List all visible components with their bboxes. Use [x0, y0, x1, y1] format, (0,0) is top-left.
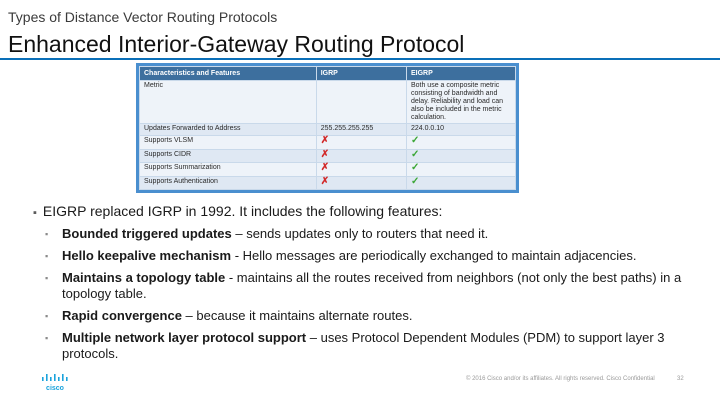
- list-item: [45, 270, 710, 302]
- igrp-cell: [316, 149, 406, 162]
- table-header-cell: EIGRP: [406, 67, 515, 81]
- bullet-square-icon: ▪: [33, 207, 37, 219]
- feature-desc: – uses Protocol Dependent Modules (PDM) to support layer 3 protocols.: [62, 330, 665, 361]
- table-header-row: [140, 67, 516, 81]
- table-header-cell: IGRP: [316, 67, 406, 81]
- x-mark-icon: ✗: [320, 135, 330, 147]
- table-row: [140, 124, 516, 136]
- bullet-square-icon: ▪: [45, 229, 49, 239]
- eigrp-cell: [406, 149, 515, 162]
- table-row: [140, 176, 516, 189]
- eigrp-cell: [406, 176, 515, 189]
- feature-term: Rapid convergence: [62, 308, 182, 323]
- eigrp-cell: [406, 163, 515, 176]
- list-item: [45, 330, 710, 362]
- bullet-square-icon: ▪: [45, 251, 49, 261]
- slide-kicker: Types of Distance Vector Routing Protocols: [8, 9, 278, 25]
- list-item: [45, 226, 710, 242]
- list-item: [45, 248, 710, 264]
- bullet-square-icon: ▪: [45, 273, 49, 283]
- eigrp-cell: [406, 136, 515, 149]
- list-item: [45, 308, 710, 324]
- table-row: [140, 136, 516, 149]
- feature-cell: Metric: [140, 81, 317, 124]
- title-rule: [0, 58, 720, 60]
- check-mark-icon: ✓: [410, 175, 420, 187]
- feature-cell: Supports Authentication: [140, 176, 317, 189]
- table-header-cell: Characteristics and Features: [140, 67, 317, 81]
- cisco-logo-icon: [40, 373, 70, 393]
- table-row: [140, 163, 516, 176]
- feature-list: [45, 226, 710, 368]
- check-mark-icon: ✓: [410, 162, 420, 174]
- feature-desc: – sends updates only to routers that need it.: [231, 226, 489, 241]
- feature-desc: – because it maintains alternate routes.: [181, 308, 413, 323]
- slide-title: Enhanced Interior-Gateway Routing Protocol: [8, 31, 465, 57]
- table-row: [140, 149, 516, 162]
- check-mark-icon: ✓: [410, 148, 420, 160]
- feature-cell: Supports VLSM: [140, 136, 317, 149]
- feature-cell: Updates Forwarded to Address: [140, 124, 317, 136]
- eigrp-cell: Both use a composite metric consisting of bandwidth and delay. Reliability and load can also be included in the metric calculation.: [406, 81, 515, 124]
- x-mark-icon: ✗: [320, 162, 330, 174]
- feature-term: Maintains a topology table: [62, 270, 226, 285]
- igrp-cell: [316, 163, 406, 176]
- comparison-table: [139, 66, 516, 190]
- comparison-table-image: [136, 63, 519, 193]
- igrp-cell: [316, 176, 406, 189]
- logo-wordmark: cisco: [46, 385, 64, 392]
- main-bullet-text: EIGRP replaced IGRP in 1992. It includes the following features:: [42, 203, 443, 219]
- page-number: 32: [677, 376, 684, 382]
- feature-term: Bounded triggered updates: [62, 226, 232, 241]
- eigrp-cell: 224.0.0.10: [406, 124, 515, 136]
- main-bullet: [33, 203, 442, 219]
- igrp-cell: 255.255.255.255: [316, 124, 406, 136]
- check-mark-icon: ✓: [410, 135, 420, 147]
- igrp-cell: [316, 136, 406, 149]
- feature-desc: - maintains all the routes received from neighbors (not only the best paths) in a topology table.: [62, 270, 682, 301]
- igrp-cell: [316, 81, 406, 124]
- table-row: [140, 81, 516, 124]
- bullet-square-icon: ▪: [45, 311, 49, 321]
- x-mark-icon: ✗: [320, 175, 330, 187]
- feature-term: Multiple network layer protocol support: [62, 330, 307, 345]
- bullet-square-icon: ▪: [45, 333, 49, 343]
- x-mark-icon: ✗: [320, 148, 330, 160]
- feature-term: Hello keepalive mechanism: [62, 248, 232, 263]
- feature-desc: - Hello messages are periodically exchanged to maintain adjacencies.: [231, 248, 637, 263]
- footer-copyright: © 2016 Cisco and/or its affiliates. All rights reserved. Cisco Confidential: [466, 376, 655, 382]
- feature-cell: Supports CIDR: [140, 149, 317, 162]
- feature-cell: Supports Summarization: [140, 163, 317, 176]
